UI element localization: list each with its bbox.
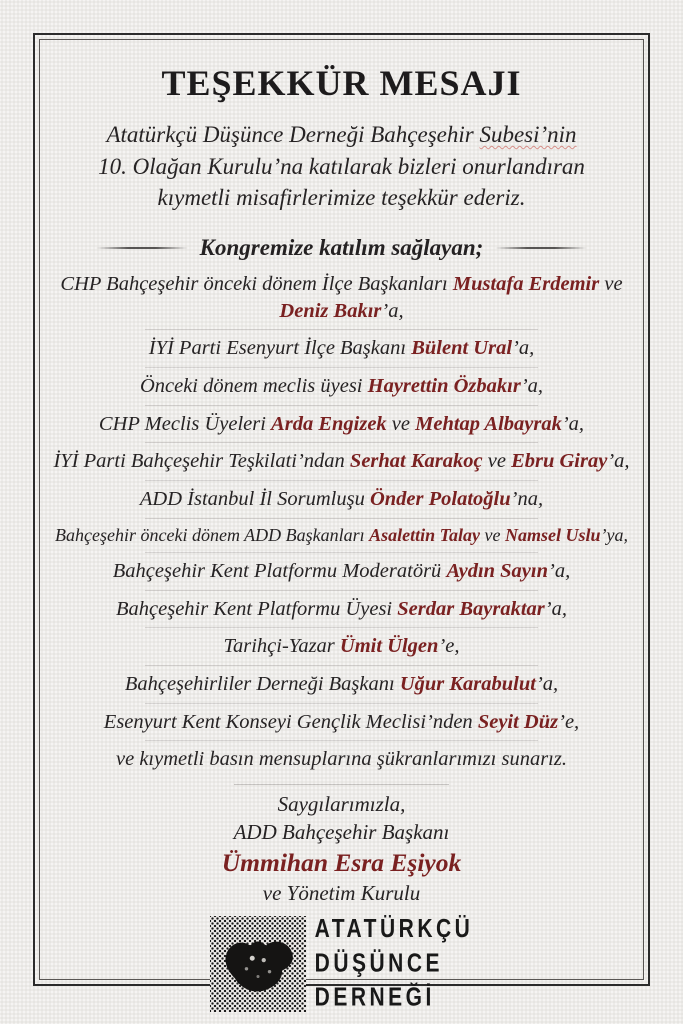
attendee-name: Aydın Sayın (446, 560, 549, 583)
attendee-entry (52, 743, 631, 776)
attendee-list (52, 268, 631, 776)
entry-text: ’ya, (600, 524, 628, 545)
entry-text: ’na, (510, 488, 544, 511)
intro-line-2: 10. Olağan Kurulu’na katılarak bizleri onurlandıran (98, 153, 585, 179)
attendee-entry (52, 445, 631, 478)
header-rule-left (96, 247, 188, 249)
entry-text: ve kıymetli basın mensuplarına şükranlarımızı sunarız. (116, 748, 567, 771)
attendee-entry (52, 555, 631, 588)
intro-line-1-text: Atatürkçü Düşünce Derneği Bahçeşehir (106, 122, 480, 147)
entry-separator (145, 665, 539, 666)
entry-separator (145, 405, 539, 406)
entry-separator (145, 740, 539, 741)
logo-line-2: DÜŞÜNCE (314, 949, 444, 978)
signature-board: ve Yönetim Kurulu (262, 880, 421, 905)
entry-text: ’e, (438, 635, 460, 658)
entry-text: Tarihçi-Yazar (223, 635, 340, 658)
entry-separator (145, 703, 539, 704)
entry-text: Bahçeşehirliler Derneği Başkanı (124, 673, 400, 695)
entry-text: Önceki dönem meclis üyesi (139, 375, 368, 398)
intro-line-1-misspelled-word: Subesi’nin (479, 122, 577, 147)
entry-text: ’e, (558, 710, 580, 733)
ataturk-silhouette-icon (210, 916, 306, 1012)
entry-text: ve (599, 273, 623, 296)
entry-text: ’a, (520, 375, 544, 398)
attendee-name: Deniz Bakır (279, 299, 382, 322)
signature-divider (234, 784, 449, 785)
attendee-entry (52, 630, 631, 663)
attendee-name: Bülent Ural (411, 337, 513, 360)
entry-separator (145, 552, 539, 553)
attendee-entry (52, 668, 631, 701)
attendee-entry (52, 408, 631, 441)
intro-line-3: kıymetli misafirlerimize teşekkür ederiz. (157, 185, 526, 211)
entry-text: Esenyurt Kent Konseyi Gençlik Meclisi’nden (103, 710, 478, 733)
attendee-entry (52, 370, 631, 403)
entry-text: ’a, (548, 560, 571, 583)
entry-text: Bahçeşehir önceki dönem ADD Başkanları (55, 524, 370, 545)
entry-separator (145, 627, 539, 628)
attendee-name: Namsel Uslu (504, 524, 601, 545)
entry-separator (145, 480, 539, 481)
attendee-name: Önder Polatoğlu (369, 488, 511, 511)
section-header (52, 235, 631, 261)
entry-text: ’a, (561, 412, 585, 435)
entry-text: İYİ Parti Esenyurt İlçe Başkanı (148, 337, 412, 360)
attendee-name: Serdar Bayraktar (397, 597, 545, 620)
entry-text: ve (386, 412, 416, 435)
entry-text: İYİ Parti Bahçeşehir Teşkilati’ndan (53, 450, 350, 473)
logo-line-3: DERNEĞİ (314, 983, 435, 1012)
entry-text: Bahçeşehir Kent Platformu Üyesi (116, 597, 398, 620)
entry-separator (145, 367, 539, 368)
attendee-name: Ebru Giray (511, 450, 608, 473)
header-rule-right (495, 247, 587, 249)
entry-text: Bahçeşehir Kent Platformu Moderatörü (112, 560, 447, 583)
entry-text: ’a, (512, 337, 535, 360)
intro-paragraph (52, 119, 631, 214)
attendee-name: Seyit Düz (477, 710, 559, 733)
entry-separator (145, 518, 539, 519)
attendee-name: Hayrettin Özbakır (367, 375, 521, 398)
attendee-name: Uğur Karabulut (399, 673, 536, 695)
entry-text: ve (479, 524, 505, 545)
attendee-name: Arda Engizek (271, 412, 387, 435)
entry-text: ’a, (544, 597, 567, 620)
attendee-entry (52, 268, 631, 327)
attendee-name: Mustafa Erdemir (452, 273, 600, 296)
entry-text: ’a, (535, 673, 559, 695)
signature-salutation: Saygılarımızla, (277, 791, 406, 816)
logo-halftone-square (210, 916, 306, 1012)
entry-separator (145, 329, 539, 330)
entry-text: CHP Meclis Üyeleri (98, 412, 272, 435)
entry-text: ADD İstanbul İl Sorumluşu (139, 488, 370, 511)
attendee-name: Asalettin Talay (369, 524, 480, 545)
section-header-label: Kongremize katılım sağlayan; (199, 235, 484, 261)
attendee-entry (52, 332, 631, 365)
logo-line-1: ATATÜRKÇÜ (314, 915, 474, 944)
page-title: TEŞEKKÜR MESAJI (161, 63, 522, 103)
signature-name: Ümmihan Esra Eşiyok (221, 848, 462, 878)
attendee-entry (52, 483, 631, 516)
attendee-name: Mehtap Albayrak (415, 412, 562, 435)
poster-content (52, 43, 631, 1012)
attendee-entry (52, 521, 631, 550)
attendee-name: Serhat Karakoç (349, 450, 483, 473)
signature-role: ADD Bahçeşehir Başkanı (233, 819, 450, 844)
intro-line-1 (52, 119, 631, 151)
add-logo (52, 916, 631, 1012)
entry-text: ’a, (607, 450, 630, 473)
entry-text: CHP Bahçeşehir önceki dönem İlçe Başkanları (60, 273, 453, 296)
attendee-entry (52, 593, 631, 626)
signature-block (52, 791, 631, 907)
attendee-name: Ümit Ülgen (339, 635, 439, 658)
entry-text: ve (482, 450, 512, 473)
entry-text: ’a, (381, 299, 404, 322)
entry-separator (145, 442, 539, 443)
attendee-entry (52, 706, 631, 739)
entry-separator (145, 590, 539, 591)
logo-wordmark (315, 913, 474, 1015)
